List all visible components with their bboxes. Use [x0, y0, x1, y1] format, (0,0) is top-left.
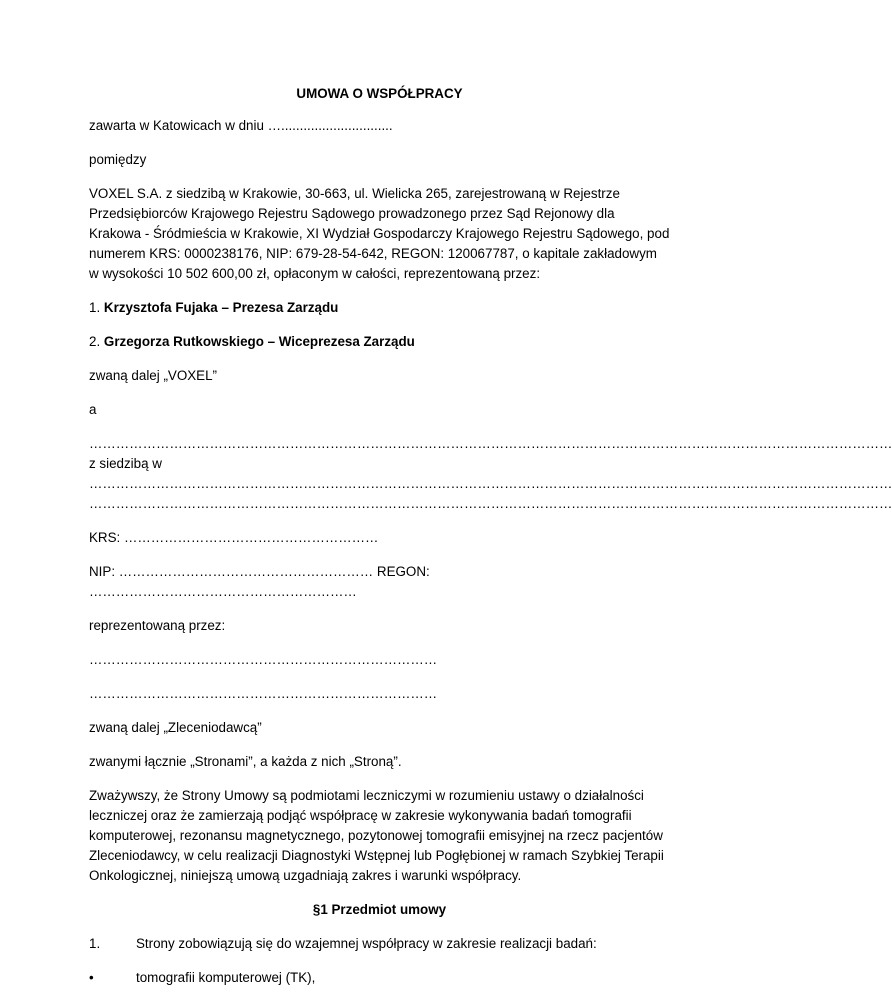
between-text: pomiędzy	[89, 152, 147, 167]
parties-alias: zwanymi łącznie „Stronami”, a każda z nich „Stroną”.	[89, 754, 402, 769]
list-item-number: 1.	[89, 936, 101, 951]
representative-1	[89, 298, 670, 318]
bullet-item-text: tomografii komputerowej (TK),	[136, 970, 316, 985]
whereas-paragraph: Zważywszy, że Strony Umowy są podmiotami leczniczymi w rozumieniu ustawy o działalności leczniczej oraz że zamierzają podjąć współpracę w zakresie wykonywania badań tomografii komputerowej, rezonansu magnetycznego, pozytonowej tomografii emisyjnej na rzecz pacjentów Zleceniodawcy, w celu realizacji Diagnostyki Wstępnej lub Pogłębionej w ramach Szybkiej Terapii Onkologicznej, niniejszą umową uzgadniają zakres i warunki współpracy.	[89, 788, 664, 883]
voxel-alias: zwaną dalej „VOXEL”	[89, 368, 218, 383]
list-item-text: Strony zobowiązują się do wzajemnej współpracy w zakresie realizacji badań:	[136, 936, 597, 951]
seat-blank-1: ………………………………………………………………………………………………………………………………………………………………	[89, 476, 892, 491]
representative-1-number: 1.	[89, 300, 101, 315]
voxel-party-paragraph: VOXEL S.A. z siedzibą w Krakowie, 30-663, ul. Wielicka 265, zarejestrowaną w Rejestrze Przedsiębiorców Krajowego Rejestru Sądowego prowadzonego przez Sąd Rejonowy dla Krakowa - Śródmieścia w Krakowie, XI Wydział Gospodarczy Krajowego Rejestru Sądowego, pod numerem KRS: 0000238176, NIP: 679-28-54-642, REGON: 120067787, o kapitale zakładowym w wysokości 10 502 600,00 zł, opłaconym w całości, reprezentowaną przez:	[89, 186, 670, 281]
representative-blank-1: ……………………………………………………………………	[89, 652, 438, 667]
seat-label: z siedzibą w	[89, 456, 162, 471]
representative-2	[89, 332, 670, 352]
document-body	[89, 84, 892, 1002]
bullet-icon: •	[89, 970, 94, 985]
representative-2-name: Grzegorza Rutkowskiego – Wiceprezesa Zarządu	[103, 334, 415, 349]
representative-1-name: Krzysztofa Fujaka – Prezesa Zarządu	[103, 300, 339, 315]
and-text: a	[89, 402, 97, 417]
seat-blank-2: ………………………………………………………………………………………………………………………………………………………………	[89, 496, 892, 511]
representative-blank-2: ……………………………………………………………………	[89, 686, 438, 701]
bullet-item	[89, 968, 670, 988]
section-1-heading: §1 Przedmiot umowy	[312, 902, 447, 917]
concluded-line: zawarta w Katowicach w dniu …..............................	[89, 118, 393, 133]
client-alias: zwaną dalej „Zleceniodawcą”	[89, 720, 262, 735]
list-item	[89, 934, 670, 954]
krs-field: KRS: …………………………………………………	[89, 530, 379, 545]
party-name-blank: ………………………………………………………………………………………………………………………………………………………………	[89, 436, 892, 451]
representative-2-number: 2.	[89, 334, 101, 349]
nip-regon-field: NIP: ………………………………………………… REGON: ……………………………………………………	[89, 564, 430, 599]
represented-by-label: reprezentowaną przez:	[89, 618, 226, 633]
document-title: UMOWA O WSPÓŁPRACY	[296, 86, 463, 101]
